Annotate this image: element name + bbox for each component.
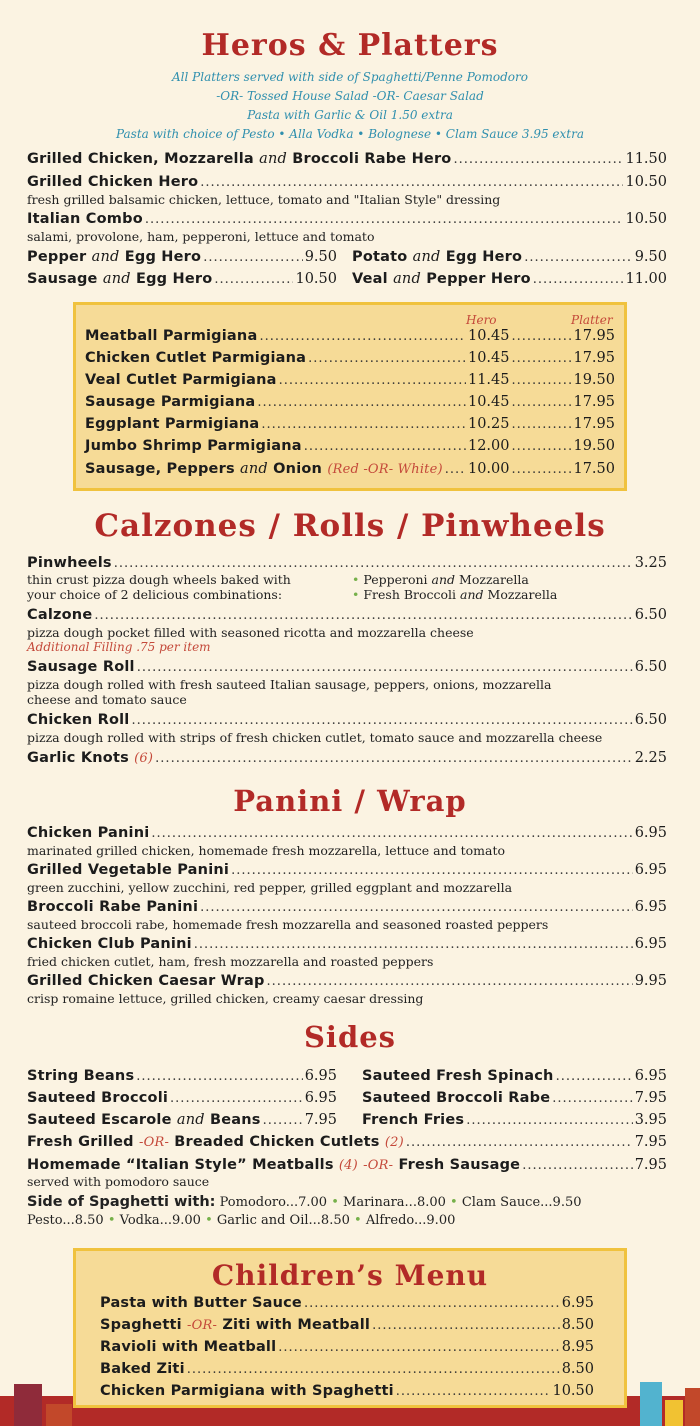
pinwheel-option-1: • Pepperoni and Mozzarella (352, 572, 529, 587)
item-description: crisp romaine lettuce, grilled chicken, creamy caesar dressing (27, 991, 424, 1006)
parmigiana-row: Chicken Cutlet Parmigiana ..... 10.45 ..... 17.95 (85, 350, 615, 370)
additional-filling-note: Additional Filling .75 per item (27, 640, 211, 654)
parmigiana-row: Jumbo Shrimp Parmigiana ..... 12.00 ..... 19.50 (85, 438, 615, 458)
sides-title: Sides (303, 1020, 396, 1054)
menu-item-chicken-cutlets: Fresh Grilled -OR- Breaded Chicken Cutlets (2) ..... 7.95 (27, 1134, 667, 1154)
side-item-row: String Beans ..... 6.95 (27, 1068, 337, 1088)
spaghetti-options-line-2: Pesto...8.50 • Vodka...9.00 • Garlic and Oil...8.50 • Alfredo...9.00 (27, 1213, 456, 1228)
panini-row: Broccoli Rabe Panini ..... 6.95 (27, 899, 667, 919)
menu-item-garlic-knots: Garlic Knots (6) ..... 2.25 (27, 750, 667, 770)
item-description: sauteed broccoli rabe, homemade fresh mozzarella and seasoned roasted peppers (27, 917, 549, 932)
platter-note-2: -OR- Tossed House Salad -OR- Caesar Salad (216, 89, 484, 103)
item-description: fried chicken cutlet, ham, fresh mozzarella and roasted peppers (27, 954, 434, 969)
item-description: thin crust pizza dough wheels baked with (27, 572, 291, 587)
side-item-row: French Fries ..... 3.95 (362, 1112, 667, 1132)
item-description: served with pomodoro sauce (27, 1174, 210, 1189)
childrens-menu-title: Children’s Menu (211, 1259, 489, 1292)
menu-item-potato-egg: Potato and Egg Hero ..... 9.50 (352, 249, 667, 269)
menu-item-italian-combo: Italian Combo ..... 10.50 (27, 211, 667, 231)
menu-item-sausage-peppers-onion: Sausage, Peppers and Onion (Red -OR- White) ..... 10.00 ..... 17.50 (85, 461, 615, 481)
panini-row: Chicken Panini ..... 6.95 (27, 825, 667, 845)
item-description: fresh grilled balsamic chicken, lettuce, tomato and "Italian Style" dressing (27, 192, 501, 207)
item-description: salami, provolone, ham, pepperoni, lettuce and tomato (27, 229, 375, 244)
platter-note-4: Pasta with choice of Pesto • Alla Vodka • Bolognese • Clam Sauce 3.95 extra (115, 127, 584, 141)
menu-item-grilled-chicken-mozz: Grilled Chicken, Mozzarella and Broccoli Rabe Hero ..... 11.50 (27, 151, 667, 171)
side-item-row: Sauteed Escarole and Beans ..... 7.95 (27, 1112, 337, 1132)
menu-item-pinwheels: Pinwheels ..... 3.25 (27, 555, 667, 575)
pinwheel-option-2: • Fresh Broccoli and Mozzarella (352, 587, 558, 602)
panini-row: Grilled Chicken Caesar Wrap ..... 9.95 (27, 973, 667, 993)
childrens-menu-row: Baked Ziti ..... 8.50 (100, 1361, 594, 1381)
item-description: pizza dough rolled with strips of fresh chicken cutlet, tomato sauce and mozzarella cheese (27, 730, 603, 745)
item-description: marinated grilled chicken, homemade fresh mozzarella, lettuce and tomato (27, 843, 505, 858)
side-item-row: Sauteed Broccoli ..... 6.95 (27, 1090, 337, 1110)
panini-title: Panini / Wrap (233, 784, 467, 818)
bullet-icon: • (352, 587, 364, 602)
menu-item-pepper-egg: Pepper and Egg Hero ..... 9.50 (27, 249, 337, 269)
item-description: your choice of 2 delicious combinations: (27, 587, 283, 602)
childrens-menu-row: Chicken Parmigiana with Spaghetti ..... 10.50 (100, 1383, 594, 1403)
heros-title: Heros & Platters (201, 28, 499, 63)
spaghetti-label: Side of Spaghetti with: (27, 1194, 216, 1210)
item-description: pizza dough rolled with fresh sauteed Italian sausage, peppers, onions, mozzarella (27, 677, 552, 692)
panini-row: Grilled Vegetable Panini ..... 6.95 (27, 862, 667, 882)
menu-item-meatballs: Homemade “Italian Style” Meatballs (4) -OR- Fresh Sausage ..... 7.95 (27, 1157, 667, 1177)
item-description: green zucchini, yellow zucchini, red pepper, grilled eggplant and mozzarella (27, 880, 513, 895)
bullet-icon: • (352, 572, 364, 587)
panini-row: Chicken Club Panini ..... 6.95 (27, 936, 667, 956)
parmigiana-row: Eggplant Parmigiana ..... 10.25 ..... 17.95 (85, 416, 615, 436)
childrens-menu-row: Spaghetti -OR- Ziti with Meatball ..... 8.50 (100, 1317, 594, 1337)
platter-note-1: All Platters served with side of Spaghetti/Penne Pomodoro (172, 70, 528, 84)
menu-item-chicken-roll: Chicken Roll ..... 6.50 (27, 712, 667, 732)
platter-note-3: Pasta with Garlic & Oil 1.50 extra (247, 108, 453, 122)
hero-column-label: Hero (466, 313, 497, 327)
parmigiana-row: Meatball Parmigiana ..... 10.45 ..... 17.95 (85, 328, 615, 348)
childrens-menu-row: Ravioli with Meatball ..... 8.95 (100, 1339, 594, 1359)
menu-item-calzone: Calzone ..... 6.50 (27, 607, 667, 627)
item-description: pizza dough pocket filled with seasoned ricotta and mozzarella cheese (27, 625, 474, 640)
childrens-menu-row: Pasta with Butter Sauce ..... 6.95 (100, 1295, 594, 1315)
spaghetti-options-line-1: Side of Spaghetti with: Pomodoro...7.00 • Marinara...8.00 • Clam Sauce...9.50 (27, 1194, 582, 1210)
platter-column-label: Platter (571, 313, 613, 327)
item-description: cheese and tomato sauce (27, 692, 187, 707)
side-item-row: Sauteed Fresh Spinach ..... 6.95 (362, 1068, 667, 1088)
parmigiana-row: Veal Cutlet Parmigiana ..... 11.45 ..... 19.50 (85, 372, 615, 392)
menu-item-veal-pepper: Veal and Pepper Hero ..... 11.00 (352, 271, 667, 291)
menu-item-grilled-chicken-hero: Grilled Chicken Hero ..... 10.50 (27, 174, 667, 194)
parmigiana-row: Sausage Parmigiana ..... 10.45 ..... 17.95 (85, 394, 615, 414)
side-item-row: Sauteed Broccoli Rabe ..... 7.95 (362, 1090, 667, 1110)
menu-item-sausage-egg: Sausage and Egg Hero ..... 10.50 (27, 271, 337, 291)
menu-item-sausage-roll: Sausage Roll ..... 6.50 (27, 659, 667, 679)
calzones-title: Calzones / Rolls / Pinwheels (94, 508, 606, 544)
